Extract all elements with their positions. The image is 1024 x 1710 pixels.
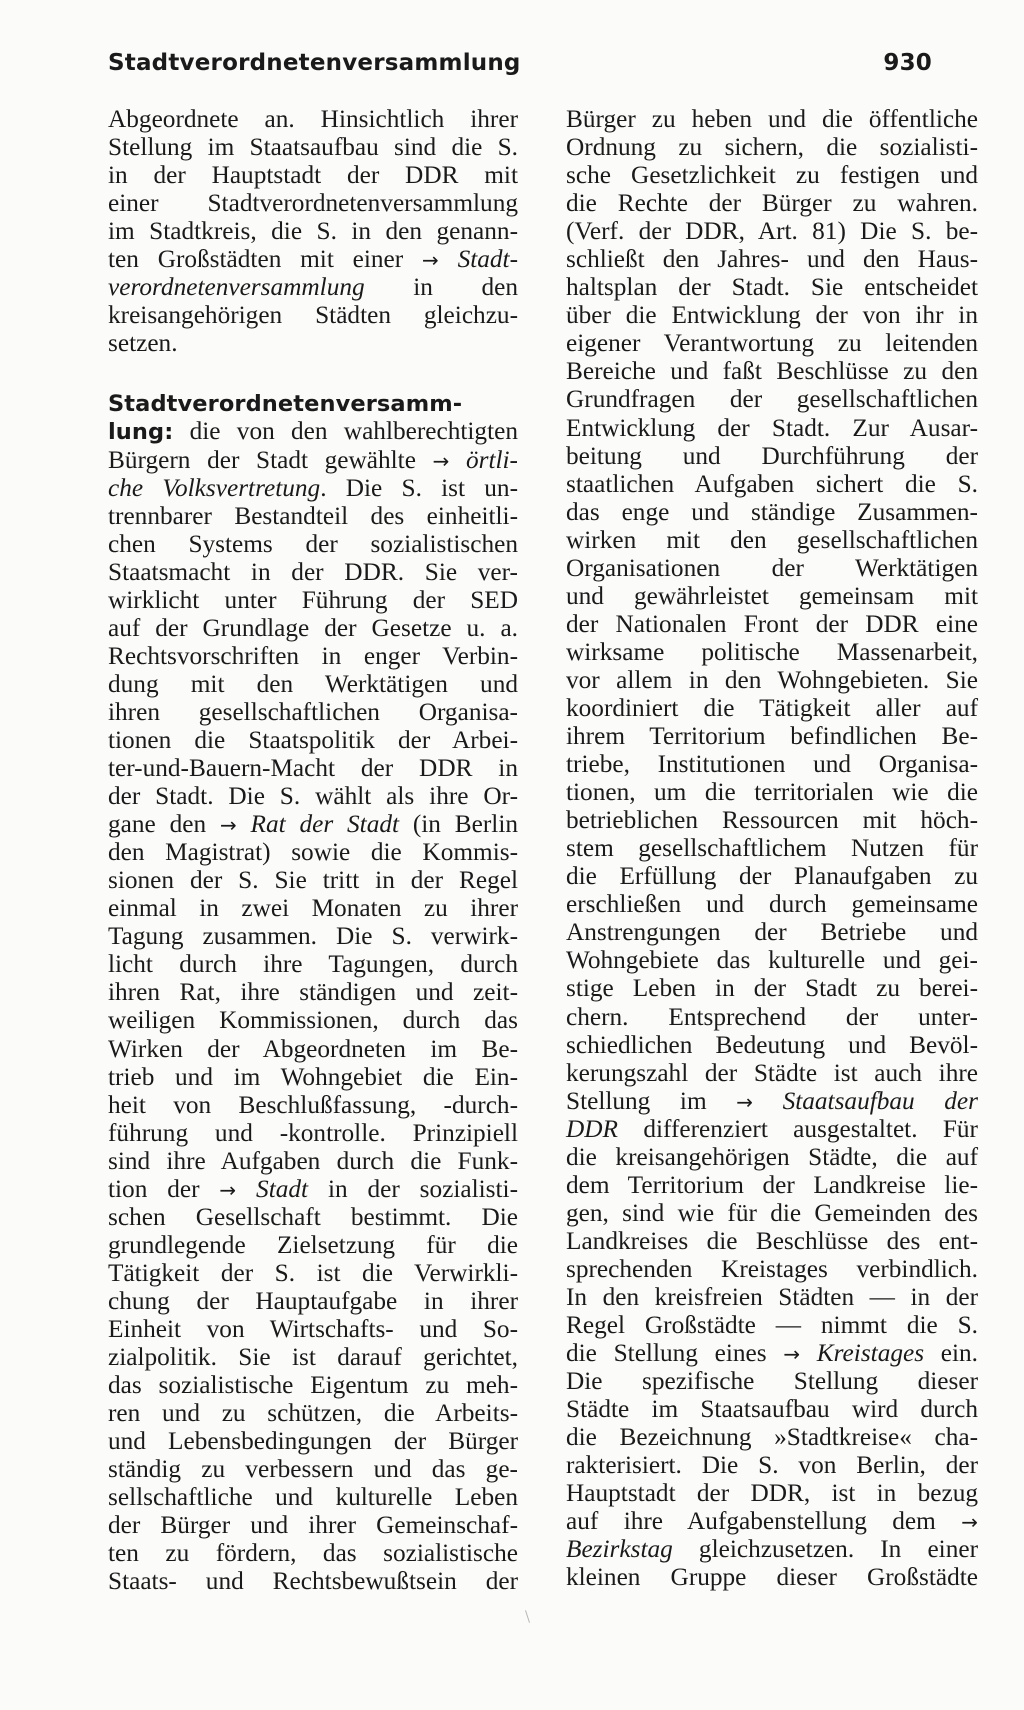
text-line: lung: die von den wahlberechtigten (108, 417, 518, 446)
text-line: setzen. (108, 329, 178, 358)
text-line: kreisangehörigen Städten gleichzu- (108, 301, 518, 330)
text-line: trennbarer Bestandteil des einheitli- (108, 501, 518, 530)
text-line: Einheit von Wirtschafts- und So- (108, 1314, 518, 1343)
text-line: Anstrengungen der Betriebe und (566, 918, 978, 947)
text-line: dung mit den Werktätigen und (108, 669, 518, 698)
text-line: DDR differenziert ausgestaltet. Für (566, 1114, 978, 1143)
text-line: betrieblichen Ressourcen mit höch- (566, 806, 978, 835)
text-line: sche Gesetzlichkeit zu festigen und (566, 161, 978, 190)
text-line: Bezirkstag gleichzusetzen. In einer (566, 1535, 978, 1564)
text-line: Tätigkeit der S. ist die Verwirkli- (108, 1258, 518, 1287)
text-line: verordnetenversammlung in den (108, 273, 519, 302)
text-line: Stellung im Staatsaufbau sind die S. (108, 133, 518, 162)
text-line: Bürgern der Stadt gewählte → örtli- (108, 445, 518, 474)
text-line: schiedlichen Bedeutung und Bevöl- (566, 1030, 978, 1059)
text-line: die Rechte der Bürger zu wahren. (566, 189, 978, 218)
text-line: einer Stadtverordnetenversammlung (108, 189, 518, 218)
text-line: sellschaftliche und kulturelle Leben (108, 1483, 518, 1512)
text-line: grundlegende Zielsetzung für die (108, 1230, 518, 1259)
cross-reference-link[interactable]: Stadt- (457, 245, 519, 274)
text-line: chern. Entsprechend der unter- (566, 1002, 978, 1031)
text-line: Wirken der Abgeordneten im Be- (108, 1034, 518, 1063)
text-line: die Bezeichnung »Stadtkreise« cha- (566, 1423, 978, 1452)
text-line: stem gesellschaftlichem Nutzen für (566, 834, 978, 863)
text-line: Bürger zu heben und die öffentliche (566, 105, 978, 133)
margin-mark (525, 1610, 530, 1623)
cross-reference-link[interactable]: Rat der Stadt (250, 810, 400, 839)
text-line: Grundfragen der gesellschaftlichen (566, 385, 978, 414)
text-line: wirken mit den gesellschaftlichen (566, 525, 978, 554)
text-line: der Nationalen Front der DDR eine (566, 609, 978, 638)
text-line: Die spezifische Stellung dieser (566, 1367, 978, 1396)
text-line: Hauptstadt der DDR, ist in bezug (566, 1479, 978, 1508)
text-line: zialpolitik. Sie ist darauf gerichtet, (108, 1343, 518, 1372)
cross-reference-arrow-icon: → (219, 1177, 237, 1202)
page-number: 930 (883, 50, 932, 76)
text-line: Regel Großstädte — nimmt die S. (566, 1311, 978, 1340)
text-line: den Magistrat) sowie die Kommis- (108, 838, 518, 867)
text-line: Landkreises die Beschlüsse des ent- (566, 1226, 978, 1255)
text-line: Staats- und Rechtsbewußtsein der (108, 1567, 518, 1596)
text-line: Tagung zusammen. Die S. verwirk- (108, 922, 518, 951)
text-line: chung der Hauptaufgabe in ihrer (108, 1286, 518, 1315)
text-line: gen, sind wie für die Gemeinden des (566, 1198, 978, 1227)
entry-lemma: Stadtverordnetenversamm- (108, 391, 463, 418)
text-line: der Stadt. Die S. wählt als ihre Or- (108, 782, 518, 811)
text-line: über die Entwicklung der von ihr in (566, 301, 978, 330)
text-line: auf der Grundlage der Gesetze u. a. (108, 613, 518, 642)
cross-reference-link[interactable]: Bezirkstag (566, 1535, 673, 1564)
text-line: licht durch ihre Tagungen, durch (108, 950, 518, 979)
cross-reference-link[interactable]: örtli- (465, 445, 518, 474)
text-line: kerungszahl der Städte ist auch ihre (566, 1058, 978, 1087)
text-line: schen Gesellschaft bestimmt. Die (108, 1202, 518, 1231)
text-line: gane den → Rat der Stadt (in Berlin (108, 810, 519, 839)
text-line: Staatsmacht in der DDR. Sie ver- (108, 557, 518, 586)
text-line: Städte im Staatsaufbau wird durch (566, 1395, 978, 1424)
right-column (566, 105, 978, 1591)
text-line: eigener Verantwortung zu leitenden (566, 329, 978, 358)
text-line: Ordnung zu sichern, die sozialisti- (566, 133, 978, 162)
text-line: Organisationen der Werktätigen (566, 553, 978, 582)
text-line: Entwicklung der Stadt. Zur Ausar- (566, 413, 978, 442)
text-line: Wohngebiete das kulturelle und gei- (566, 946, 978, 975)
text-line: dem Territorium der Landkreise lie- (566, 1170, 978, 1199)
text-line: In den kreisfreien Städten — in der (566, 1282, 978, 1311)
text-line: triebe, Institutionen und Organisa- (566, 750, 978, 779)
text-line: weiligen Kommissionen, durch das (108, 1006, 518, 1035)
text-line: trieb und im Wohngebiet die Ein- (108, 1062, 518, 1091)
cross-reference-link[interactable]: DDR (566, 1114, 618, 1143)
text-line: einmal in zwei Monaten zu ihrer (108, 894, 518, 923)
text-line: ständig zu verbessern und das ge- (108, 1455, 518, 1484)
cross-reference-arrow-icon: → (219, 813, 237, 838)
running-headword: Stadtverordnetenversammlung (108, 50, 521, 76)
text-line: das enge und ständige Zusammen- (566, 497, 978, 526)
cross-reference-link[interactable]: Stadt (256, 1174, 309, 1203)
text-line: heit von Beschlußfassung, -durch- (108, 1090, 518, 1119)
text-line: die kreisangehörigen Städte, die auf (566, 1142, 978, 1171)
cross-reference-arrow-icon: → (736, 1089, 753, 1114)
entry-lemma: lung: (108, 419, 174, 446)
cross-reference-link[interactable]: Staatsaufbau der (782, 1086, 979, 1115)
text-line: und gewährleistet gemeinsam mit (566, 581, 978, 610)
cross-reference-arrow-icon: → (961, 1510, 978, 1535)
cross-reference-arrow-icon: → (432, 448, 450, 473)
text-line: tionen die Staatspolitik der Arbei- (108, 725, 518, 754)
text-line: der Bürger und ihrer Gemeinschaf- (108, 1511, 518, 1540)
text-line: ten Großstädten mit einer → Stadt- (108, 245, 519, 274)
running-head (108, 50, 932, 84)
text-line: ten zu fördern, das sozialistische (108, 1539, 518, 1568)
text-line: ihren Rat, ihre ständigen und zeit- (108, 978, 518, 1007)
text-line: tion der → Stadt in der sozialisti- (108, 1174, 519, 1203)
text-line: (Verf. der DDR, Art. 81) Die S. be- (566, 217, 978, 246)
text-line: die Stellung eines → Kreistages ein. (566, 1339, 978, 1368)
text-line: in der Hauptstadt der DDR mit (108, 161, 518, 190)
text-line: Bereiche und faßt Beschlüsse zu den (566, 357, 978, 386)
cross-reference-link[interactable]: che Volksvertretung (108, 473, 321, 502)
text-line: Rechtsvorschriften in enger Verbin- (108, 641, 518, 670)
cross-reference-link[interactable]: verordnetenversammlung (108, 273, 365, 302)
text-line: ren und zu schützen, die Arbeits- (108, 1399, 518, 1428)
cross-reference-link[interactable]: Kreistages (816, 1339, 925, 1368)
text-line: che Volksvertretung. Die S. ist un- (108, 473, 518, 502)
text-line: führung und -kontrolle. Prinzipiell (108, 1118, 518, 1147)
text-line: und Lebensbedingungen der Bürger (108, 1427, 518, 1456)
text-line: im Stadtkreis, die S. in den genann- (108, 217, 518, 246)
dictionary-entry (108, 389, 518, 1595)
text-line: Stellung im → Staatsaufbau der (566, 1086, 979, 1115)
text-line: ihrem Territorium befindlichen Be- (566, 722, 978, 751)
text-line: das sozialistische Eigentum zu meh- (108, 1371, 518, 1400)
text-line: vor allem in den Wohngebieten. Sie (566, 665, 978, 694)
text-line: kleinen Gruppe dieser Großstädte (566, 1563, 978, 1592)
text-line: stige Leben in der Stadt zu berei- (566, 974, 978, 1003)
cross-reference-arrow-icon: → (422, 248, 439, 273)
text-line: koordiniert die Tätigkeit aller auf (566, 693, 978, 722)
text-line: wirklicht unter Führung der SED (108, 585, 518, 614)
text-line: Abgeordnete an. Hinsichtlich ihrer (108, 105, 518, 133)
text-line: chen Systems der sozialistischen (108, 529, 518, 558)
text-line: erschließen und durch gemeinsame (566, 890, 978, 919)
text-line: ter-und-Bauern-Macht der DDR in (108, 754, 518, 783)
text-line: wirksame politische Massenarbeit, (566, 637, 978, 666)
text-line: haltsplan der Stadt. Sie entscheidet (566, 273, 978, 302)
text-line: beitung und Durchführung der (566, 441, 978, 470)
text-line: sionen der S. Sie tritt in der Regel (108, 866, 518, 895)
text-line: staatlichen Aufgaben sichert die S. (566, 469, 978, 498)
text-line: schließt den Jahres- und den Haus- (566, 245, 978, 274)
cross-reference-arrow-icon: → (783, 1342, 801, 1367)
text-line: tionen, um die territorialen wie die (566, 778, 978, 807)
text-line: auf ihre Aufgabenstellung dem → (566, 1507, 978, 1536)
previous-entry-continuation (108, 105, 518, 357)
text-line: ihren gesellschaftlichen Organisa- (108, 697, 518, 726)
text-line: die Erfüllung der Planaufgaben zu (566, 862, 978, 891)
text-line: sprechenden Kreistages verbindlich. (566, 1254, 978, 1283)
left-column (108, 105, 518, 1595)
text-line: sind ihre Aufgaben durch die Funk- (108, 1146, 518, 1175)
text-line: rakterisiert. Die S. von Berlin, der (566, 1451, 978, 1480)
